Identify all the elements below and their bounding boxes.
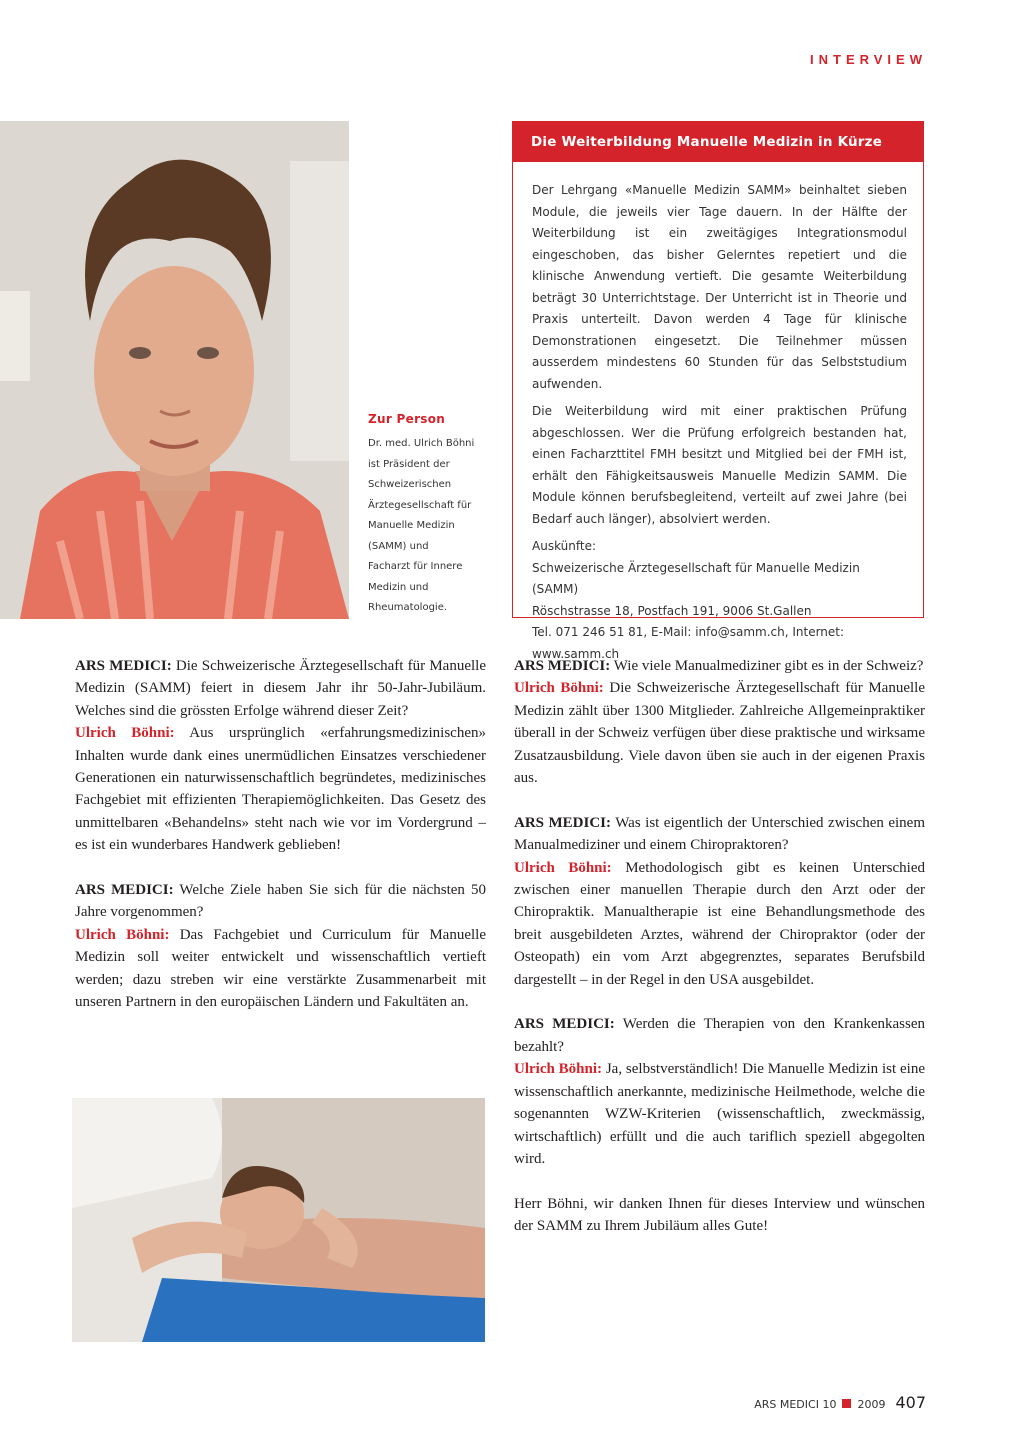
question-label: ARS MEDICI: [75,882,174,899]
zur-person-sidebar [368,412,478,619]
info-paragraph: Der Lehrgang «Manuelle Medizin SAMM» beinhaltet sieben Module, die jeweils vier Tage dauern. In der Hälfte der Weiterbildung ist ein zweitägiges Integrationsmodul eingeschoben, das bisher Gelerntes repetiert und die klinische Anwendung vertieft. Die gesamte Weiterbildung beträgt 30 Unterrichtstage. Der Unterricht ist in Theorie und Praxis unterteilt. Davon werden 4 Tage für klinische Demonstrationen eingesetzt. Die Teilnehmer müssen ausserdem mindestens 60 Stunden für das Selbststudium aufwenden. [532,183,907,391]
right-column [514,655,925,1260]
question [514,812,925,991]
answer-label: Ulrich Böhni: [75,725,175,742]
bio-line: Facharzt für Innere [368,561,463,572]
question [514,655,925,789]
answer-text: Ja, selbstverständlich! Die Manuelle Medizin ist eine wissenschaftlich anerkannte, medizinische Heilmethode, welche die sogenannten WZW-Kriterien (wissenschaftlich, zweckmässig, wirtschaftlich) erfüllt und die auch tariflich speziell abgegolten wird. [514,1061,925,1167]
question-label: ARS MEDICI: [75,658,172,674]
portrait-illustration [0,121,349,619]
contact-line: Tel. 071 246 51 81, E-Mail: info@samm.ch, Internet: www.samm.ch [532,625,845,661]
question-label: ARS MEDICI: [514,658,611,674]
question-text: Die Schweizerische Ärztegesellschaft für Manuelle Medizin (SAMM) feiert in diesem Jahr ihr 50-Jahr-Jubiläum. Welches sind die grössten Erfolge während dieser Zeit? [75,658,486,719]
answer-label: Ulrich Böhni: [514,859,612,876]
contact-line: Auskünfte: [532,539,597,553]
info-box-body [513,162,923,665]
answer-label: Ulrich Böhni: [514,1061,603,1078]
bio-line: ist Präsident der [368,458,450,470]
answer-text: Das Fachgebiet und Curriculum für Manuelle Medizin soll weiter entwickelt und wissenschaftlich vertieft werden; dazu streben wir eine verstärkte Zusammenarbeit mit unseren Partnern in den europäischen Ländern und Fakultäten an. [75,926,486,1011]
bio-line: Ärztegesellschaft für [368,499,472,511]
journal-name: ARS MEDICI 10 [754,1398,837,1411]
question-label: ARS MEDICI: [514,814,611,831]
closing-text: Herr Böhni, wir danken Ihnen für dieses Interview und wünschen der SAMM zu Ihrem Jubiläum alles Gute! [514,1195,925,1235]
bio-line: Rheumatologie. [368,602,448,613]
info-box-title: Die Weiterbildung Manuelle Medizin in Kürze [513,122,923,162]
section-label: INTERVIEW [810,52,927,67]
bio-line: Manuelle Medizin [368,520,455,531]
answer-text: Methodologisch gibt es keinen Unterschied zwischen einer manuellen Therapie durch den Arzt oder der Chiropraktik. Manualtherapie ist eine Behandlungsmethode des breit ausgebildeten Arztes, während der Chiropraktor (oder der Osteopath) ein vom Arzt abgegrenztes, separates Berufsbild dargestellt – in der Regel in den USA ausgebildet. [514,859,925,988]
zur-person-text [368,434,478,619]
contact-line: Röschstrasse 18, Postfach 191, 9006 St.Gallen [532,603,812,618]
treatment-photo [72,1098,485,1342]
answer-label: Ulrich Böhni: [75,926,170,943]
bio-line: Schweizerischen [368,479,452,490]
treatment-illustration [72,1098,485,1342]
question [514,1013,925,1170]
question-text: Welche Ziele haben Sie sich für die nächsten 50 Jahre vorgenommen? [75,882,487,921]
contact-line: Schweizerische Ärztegesellschaft für Manuelle Medizin (SAMM) [532,560,860,596]
red-square-icon [842,1399,851,1408]
info-paragraph: Die Weiterbildung wird mit einer praktischen Prüfung abgeschlossen. Wer die Prüfung erfolgreich bestanden hat, einen Facharzttitel FMH besitzt und Mitglied bei der FMH ist, erhält den Fähigkeitsausweis Manuelle Medizin SAMM. Die Module können berufsbegleitend, verteilt auf zwei Jahre (bei Bedarf auch länger), absolviert werden. [532,404,907,526]
bio-line: (SAMM) und [368,540,429,552]
left-column [75,655,486,1036]
footer-year: 2009 [857,1398,886,1411]
answer-text: Die Schweizerische Ärztegesellschaft für Manuelle Medizin zählt über 1300 Mitglieder. Zahlreiche Allgemeinpraktiker überall in der Schweiz verfügen über diese praktische und wirksame Zusatzausbildung. Viele davon üben sie auch in der eigenen Praxis aus. [514,680,925,787]
question-text: Wie viele Manualmediziner gibt es in der Schweiz? [610,658,924,674]
info-box [512,121,924,661]
answer-text: Aus ursprünglich «erfahrungsmedizinischen» Inhalten wurde dank eines unermüdlichen Einsatzes verschiedener Generationen ein naturwissenschaftlich begründetes, medizinisches Fachgebiet mit effizienten Therapiemöglichkeiten. Das Gesetz des unmittelbaren «Behandelns» steht nach wie vor im Vordergrund – es ist ein wunderbares Handwerk geblieben! [75,725,486,854]
answer-label: Ulrich Böhni: [514,680,604,697]
page-number: 407 [895,1393,926,1412]
page-footer [754,1393,926,1412]
question-text: Was ist eigentlich der Unterschied zwischen einem Manualmediziner und einem Chiropraktoren? [514,814,925,854]
question [75,879,486,1013]
bio-line: Medizin und [368,581,429,593]
contact-info [532,536,907,665]
question-label: ARS MEDICI: [514,1016,615,1033]
zur-person-heading: Zur Person [368,412,446,426]
portrait-photo [0,121,349,619]
question [75,655,486,857]
question-text: Werden die Therapien von den Krankenkassen bezahlt? [514,1016,926,1055]
bio-line: Dr. med. Ulrich Böhni [368,438,475,449]
